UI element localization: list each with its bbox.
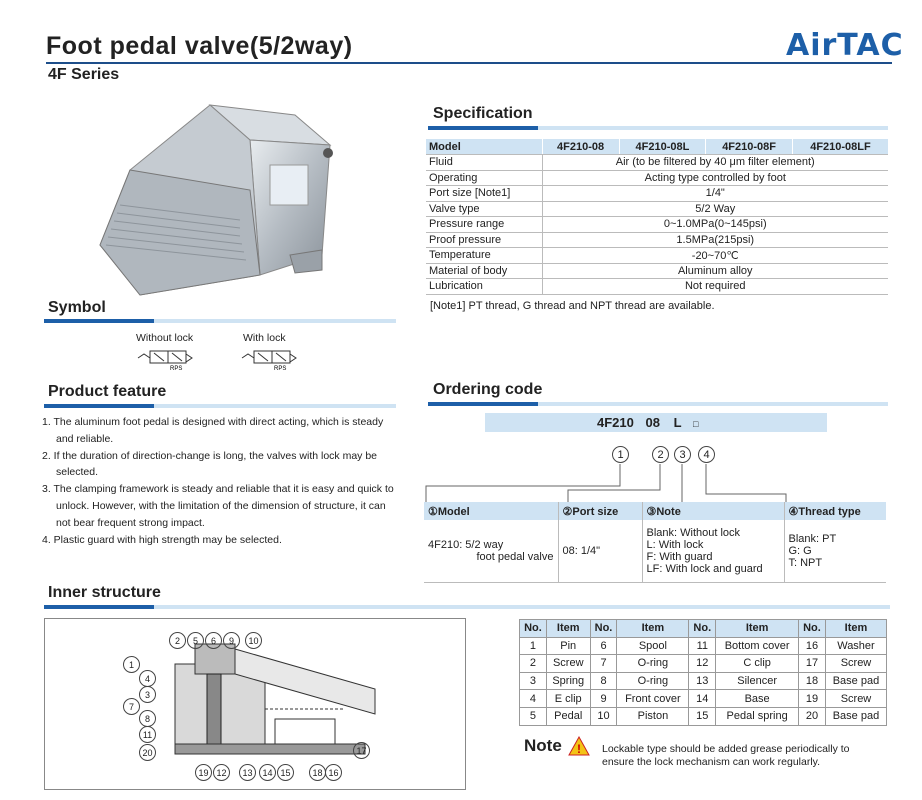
order-header: ①Model	[424, 502, 558, 520]
spec-label: Valve type	[426, 201, 542, 217]
parts-header: No.	[520, 620, 547, 638]
parts-cell: 7	[590, 655, 617, 673]
spec-header-row	[426, 139, 888, 155]
feature-item: 4. Plastic guard with high strength may be selected.	[42, 533, 282, 546]
spec-row	[426, 248, 888, 264]
spec-table	[426, 139, 888, 295]
parts-cell: Silencer	[716, 672, 799, 690]
svg-text:RPS: RPS	[274, 366, 287, 372]
spec-label: Temperature	[426, 248, 542, 264]
parts-cell: Washer	[825, 637, 886, 655]
parts-row	[520, 690, 887, 708]
spec-label: Lubrication	[426, 279, 542, 295]
spec-value: Acting type controlled by foot	[542, 170, 888, 186]
spec-row	[426, 186, 888, 202]
parts-cell: Bottom cover	[716, 637, 799, 655]
spec-header: 4F210-08L	[619, 139, 706, 155]
svg-text:RPS: RPS	[170, 366, 183, 372]
order-marker: 4	[698, 446, 715, 463]
product-feature-heading: Product feature	[48, 383, 167, 400]
order-header: ②Port size	[558, 502, 642, 520]
inner-structure-bar	[44, 605, 890, 609]
diagram-label: 12	[213, 764, 230, 781]
diagram-label: 8	[139, 710, 156, 727]
diagram-label: 4	[139, 670, 156, 687]
order-marker: 3	[674, 446, 691, 463]
note-label: Note	[524, 736, 562, 755]
note-line: ensure the lock mechanism can work regularly.	[602, 756, 821, 768]
parts-cell: Piston	[617, 707, 689, 725]
parts-cell: Pin	[546, 637, 590, 655]
parts-header: Item	[546, 620, 590, 638]
spec-row	[426, 201, 888, 217]
parts-cell: 8	[590, 672, 617, 690]
ordering-table	[424, 502, 886, 583]
parts-cell: Spool	[617, 637, 689, 655]
spec-row	[426, 279, 888, 295]
feature-list	[42, 414, 402, 548]
ordering-code-heading: Ordering code	[433, 381, 543, 398]
product-feature-bar	[44, 404, 396, 408]
diagram-label: 14	[259, 764, 276, 781]
product-image	[90, 95, 350, 305]
ordering-code-bar	[428, 402, 888, 406]
spec-label: Fluid	[426, 155, 542, 171]
parts-cell: Front cover	[617, 690, 689, 708]
parts-cell: 13	[689, 672, 716, 690]
parts-cell: Pedal spring	[716, 707, 799, 725]
parts-cell: O-ring	[617, 672, 689, 690]
svg-text:!: !	[577, 742, 581, 756]
parts-cell: 19	[799, 690, 826, 708]
feature-item: 3. The clamping framework is steady and reliable that it is easy and quick to unlock. However, with the limitation of the dimension of structure, it can not bear frequent strong impact.	[42, 483, 394, 529]
order-thread-line: Blank: PT	[788, 532, 837, 545]
parts-cell: Base pad	[825, 707, 886, 725]
symbol-heading: Symbol	[48, 299, 106, 316]
order-code-bar	[485, 413, 827, 432]
diagram-label: 6	[205, 632, 222, 649]
parts-cell: O-ring	[617, 655, 689, 673]
order-model-line: 4F210: 5/2 way	[428, 538, 504, 551]
order-header: ④Thread type	[784, 502, 886, 520]
spec-value: Aluminum alloy	[542, 263, 888, 279]
spec-value: -20~70℃	[542, 248, 888, 264]
spec-label: Pressure range	[426, 217, 542, 233]
diagram-label: 5	[187, 632, 204, 649]
diagram-label: 10	[245, 632, 262, 649]
spec-row	[426, 217, 888, 233]
parts-cell: 16	[799, 637, 826, 655]
diagram-label: 20	[139, 744, 156, 761]
diagram-label: 3	[139, 686, 156, 703]
order-thread-line: T: NPT	[788, 556, 823, 569]
spec-label: Operating	[426, 170, 542, 186]
order-thread-cell	[784, 520, 886, 582]
order-note-line: L: With lock	[646, 538, 704, 551]
parts-header-row	[520, 620, 887, 638]
order-model-line: foot pedal valve	[476, 550, 554, 563]
order-thread-line: G: G	[788, 544, 812, 557]
spec-label: Port size [Note1]	[426, 186, 542, 202]
diagram-label: 11	[139, 726, 156, 743]
order-code-thread: □	[692, 419, 699, 429]
parts-cell: 2	[520, 655, 547, 673]
parts-cell: 10	[590, 707, 617, 725]
spec-value: Air (to be filtered by 40 μm filter element)	[542, 155, 888, 171]
order-marker: 2	[652, 446, 669, 463]
diagram-label: 13	[239, 764, 256, 781]
spec-value: 0~1.0MPa(0~145psi)	[542, 217, 888, 233]
order-model-cell	[424, 520, 558, 582]
spec-header: 4F210-08LF	[792, 139, 888, 155]
parts-cell: 14	[689, 690, 716, 708]
parts-header: No.	[590, 620, 617, 638]
specification-bar	[428, 126, 888, 130]
parts-cell: 15	[689, 707, 716, 725]
spec-header: 4F210-08	[542, 139, 619, 155]
diagram-label: 17	[353, 742, 370, 759]
warning-icon	[568, 736, 590, 756]
order-note-line: F: With guard	[646, 550, 713, 563]
order-code-note: L	[673, 415, 682, 430]
symbol-bar	[44, 319, 396, 323]
order-note-cell	[642, 520, 784, 582]
parts-cell: Spring	[546, 672, 590, 690]
spec-note: [Note1] PT thread, G thread and NPT thread are available.	[430, 300, 715, 312]
valve-symbol-with-lock	[240, 346, 310, 372]
parts-cell: Pedal	[546, 707, 590, 725]
series-subtitle: 4F Series	[48, 66, 120, 83]
inner-structure-heading: Inner structure	[48, 584, 161, 601]
parts-cell: Base	[716, 690, 799, 708]
airtac-logo: AirTAC	[786, 28, 904, 63]
diagram-label: 2	[169, 632, 186, 649]
parts-cell: Base pad	[825, 672, 886, 690]
spec-label: Material of body	[426, 263, 542, 279]
symbol-without-lock-label: Without lock	[136, 332, 194, 344]
symbol-with-lock-label: With lock	[243, 332, 286, 344]
diagram-label: 16	[325, 764, 342, 781]
diagram-label: 1	[123, 656, 140, 673]
parts-cell: 1	[520, 637, 547, 655]
parts-row	[520, 655, 887, 673]
spec-header: 4F210-08F	[706, 139, 793, 155]
diagram-label: 19	[195, 764, 212, 781]
parts-row	[520, 637, 887, 655]
order-marker: 1	[612, 446, 629, 463]
specification-heading: Specification	[433, 105, 533, 122]
parts-row	[520, 707, 887, 725]
diagram-label: 18	[309, 764, 326, 781]
parts-header: Item	[825, 620, 886, 638]
parts-cell: Screw	[546, 655, 590, 673]
parts-cell: 17	[799, 655, 826, 673]
spec-value: 1.5MPa(215psi)	[542, 232, 888, 248]
inner-structure-diagram	[44, 618, 466, 790]
parts-header: No.	[799, 620, 826, 638]
parts-header: No.	[689, 620, 716, 638]
spec-row	[426, 170, 888, 186]
page-title: Foot pedal valve(5/2way)	[46, 32, 353, 60]
parts-cell: C clip	[716, 655, 799, 673]
order-note-line: LF: With lock and guard	[646, 562, 763, 575]
order-note-line: Blank: Without lock	[646, 526, 741, 539]
diagram-label: 9	[223, 632, 240, 649]
order-code-port: 08	[645, 415, 660, 430]
note-line: Lockable type should be added grease periodically to	[602, 743, 850, 755]
parts-cell: 4	[520, 690, 547, 708]
spec-row	[426, 232, 888, 248]
parts-cell: 9	[590, 690, 617, 708]
parts-cell: 5	[520, 707, 547, 725]
parts-table	[519, 619, 887, 726]
spec-row	[426, 263, 888, 279]
parts-cell: E clip	[546, 690, 590, 708]
order-header: ③Note	[642, 502, 784, 520]
spec-header: Model	[426, 139, 542, 155]
spec-label: Proof pressure	[426, 232, 542, 248]
parts-cell: 11	[689, 637, 716, 655]
diagram-label: 15	[277, 764, 294, 781]
parts-cell: Screw	[825, 655, 886, 673]
parts-cell: 12	[689, 655, 716, 673]
note-text	[602, 743, 850, 769]
parts-cell: 18	[799, 672, 826, 690]
feature-item: 2. If the duration of direction-change is long, the valves with lock may be selected.	[42, 449, 378, 479]
parts-cell: Screw	[825, 690, 886, 708]
title-rule	[46, 62, 892, 64]
parts-header: Item	[716, 620, 799, 638]
spec-value: Not required	[542, 279, 888, 295]
spec-value: 5/2 Way	[542, 201, 888, 217]
parts-cell: 6	[590, 637, 617, 655]
valve-symbol-without-lock	[136, 346, 206, 372]
parts-cell: 3	[520, 672, 547, 690]
feature-item: 1. The aluminum foot pedal is designed with direct acting, which is steady and reliable.	[42, 416, 384, 445]
parts-header: Item	[617, 620, 689, 638]
parts-row	[520, 672, 887, 690]
order-code-model: 4F210	[597, 415, 634, 430]
order-port-cell: 08: 1/4"	[558, 520, 642, 582]
diagram-label: 7	[123, 698, 140, 715]
spec-row	[426, 155, 888, 171]
parts-cell: 20	[799, 707, 826, 725]
spec-value: 1/4"	[542, 186, 888, 202]
